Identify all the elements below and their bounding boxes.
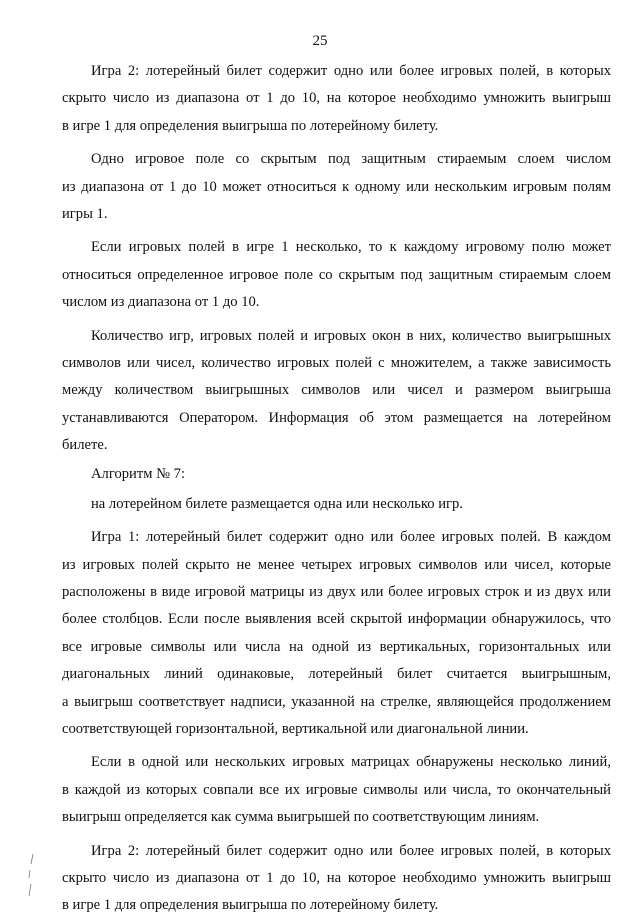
text-line: из игровых полей скрыто не менее четырех игровых символов или чисел, которые [62, 556, 611, 573]
text-line: на лотерейном билете размещается одна или несколько игр. [91, 495, 463, 512]
text-line: Игра 1: лотерейный билет содержит одно или более игровых полей. В каждом [91, 529, 611, 546]
text-line: выигрыш определяется как сумма выигрышей по соответствующим линиям. [62, 809, 540, 826]
text-line: скрыто число из диапазона от 1 до 10, на которое необходимо умножить выигрыш [62, 869, 611, 886]
paragraph-quantity [62, 323, 611, 460]
text-line: билете. [62, 437, 108, 454]
paragraph-several-fields [62, 234, 611, 316]
text-line: соответствующей горизонтальной, вертикальной или диагональной линии. [62, 720, 529, 737]
text-line: расположены в виде игровой матрицы из двух или более игровых строк и из двух или [62, 584, 611, 601]
paragraph-game1-rules [62, 524, 611, 743]
text-line: скрыто число из диапазона от 1 до 10, на которое необходимо умножить выигрыш [62, 90, 611, 107]
paragraph-several-lines [62, 749, 611, 831]
text-line: в игре 1 для определения выигрыша по лотерейному билету. [62, 897, 439, 914]
text-line: игры 1. [62, 205, 108, 222]
text-line: Если в одной или нескольких игровых матрицах обнаружены несколько линий, [91, 754, 611, 771]
text-line: устанавливаются Оператором. Информация об этом размещается на лотерейном [62, 409, 611, 426]
text-line: все игровые символы или числа на одной из вертикальных, горизонтальных или [62, 638, 611, 655]
algorithm-heading: Алгоритм № 7: [91, 466, 186, 483]
text-line: из диапазона от 1 до 10 может относиться к одному или нескольким игровым полям [62, 178, 611, 195]
text-line: Одно игровое поле со скрытым под защитным стираемым слоем числом [91, 151, 611, 168]
scan-artifact [27, 852, 35, 898]
text-line: Если игровых полей в игре 1 несколько, то к каждому игровому полю может [91, 239, 611, 256]
text-line: диагональных линий одинаковые, лотерейный билет считается выигрышным, [62, 666, 611, 683]
text-line: в игре 1 для определения выигрыша по лотерейному билету. [62, 117, 439, 134]
paragraph-one-field [62, 146, 611, 228]
page-body [62, 58, 611, 920]
text-line: между количеством выигрышных символов или чисел и размером выигрыша [62, 382, 611, 399]
text-line: относиться определенное игровое поле со скрытым под защитным стираемым слоем [62, 266, 611, 283]
page-number: 25 [312, 33, 328, 49]
text-line: символов или чисел, количество игровых полей с множителем, а также зависимость [62, 354, 611, 371]
text-line: числом из диапазона от 1 до 10. [62, 294, 260, 311]
paragraph-game2-rules-repeat [62, 838, 611, 920]
text-line: Игра 2: лотерейный билет содержит одно или более игровых полей, в которых [91, 842, 611, 859]
text-line: Количество игр, игровых полей и игровых окон в них, количество выигрышных [91, 327, 611, 344]
paragraph-game2-rules [62, 58, 611, 140]
paragraph-algorithm-title [62, 461, 611, 488]
text-line: более столбцов. Если после выявления всей скрытой информации обнаружилось, что [62, 611, 611, 628]
text-line: а выигрыш соответствует надписи, указанной на стрелке, являющейся продолжением [62, 693, 611, 710]
text-line: Игра 2: лотерейный билет содержит одно или более игровых полей, в которых [91, 63, 611, 79]
paragraph-algorithm-intro [62, 491, 611, 518]
text-line: в каждой из которых совпали все их игровые символы или числа, то окончательный [62, 781, 611, 798]
